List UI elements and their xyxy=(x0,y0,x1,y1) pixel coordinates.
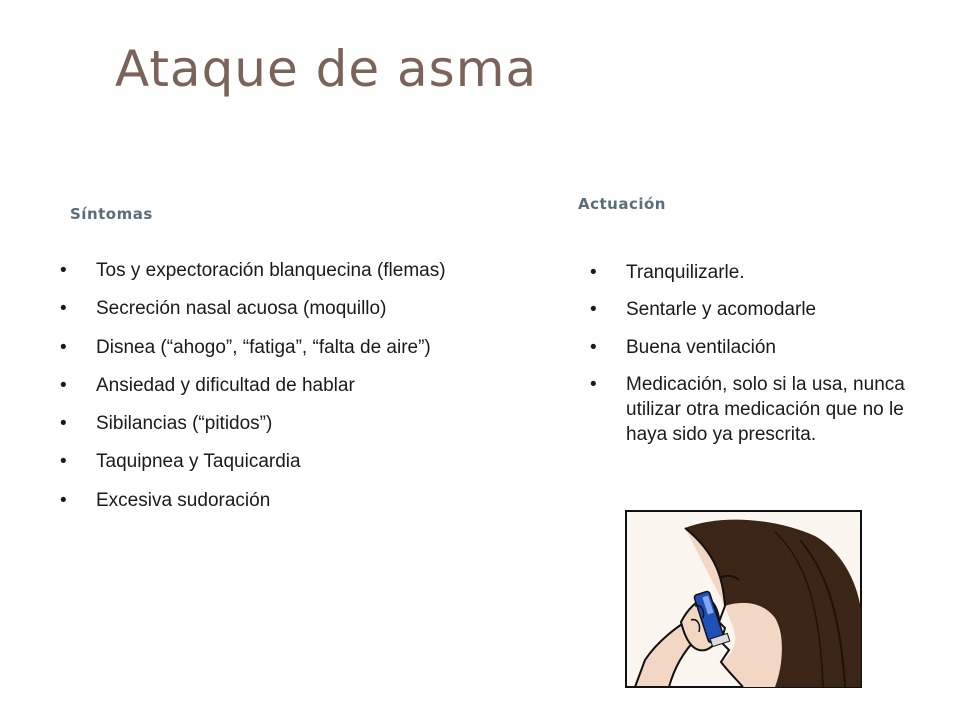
actions-heading: Actuación xyxy=(578,195,666,213)
symptom-item: • Ansiedad y dificultad de hablar xyxy=(60,373,490,398)
actions-list xyxy=(590,260,912,460)
symptoms-heading: Síntomas xyxy=(70,205,153,223)
inhaler-illustration xyxy=(625,510,862,688)
action-item: • Sentarle y acomodarle xyxy=(590,297,912,322)
symptom-item: • Disnea (“ahogo”, “fatiga”, “falta de aire”) xyxy=(60,335,490,360)
slide-title: Ataque de asma xyxy=(115,40,538,98)
person-using-inhaler-icon xyxy=(625,510,862,688)
symptom-item: • Excesiva sudoración xyxy=(60,488,490,513)
action-item: • Buena ventilación xyxy=(590,335,912,360)
symptom-item: • Secreción nasal acuosa (moquillo) xyxy=(60,296,490,321)
action-item: • Medicación, solo si la usa, nunca utilizar otra medicación que no le haya sido ya prescrita. xyxy=(590,372,912,448)
symptoms-list xyxy=(60,258,490,526)
action-item: • Tranquilizarle. xyxy=(590,260,912,285)
symptom-item: • Tos y expectoración blanquecina (flemas) xyxy=(60,258,490,283)
symptom-item: • Sibilancias (“pitidos”) xyxy=(60,411,490,436)
symptom-item: • Taquipnea y Taquicardia xyxy=(60,449,490,474)
